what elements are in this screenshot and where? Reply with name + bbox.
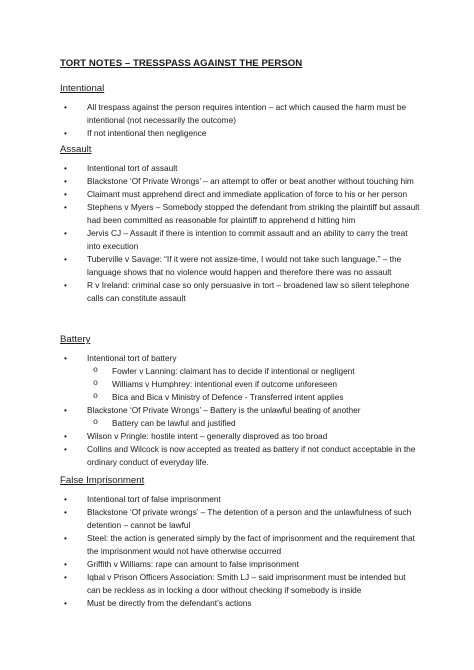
bullet-icon: • <box>64 176 67 186</box>
list-item <box>60 127 420 140</box>
list-item <box>60 227 420 253</box>
bullet-icon: • <box>64 494 67 504</box>
sub-list-item-text: Williams v Humphrey: intentional even if outcome unforeseen <box>112 379 338 389</box>
bullet-icon: • <box>64 280 67 290</box>
list-item-text: Intentional tort of false imprisonment <box>87 494 221 504</box>
list-item-text: Tuberville v Savage: “If it were not assize-time, I would not take such language.” – the language shows that no violence would happen and therefore there was no assault <box>87 254 402 277</box>
sub-list-item <box>87 391 418 404</box>
bullet-list <box>60 493 420 610</box>
list-item <box>60 506 420 532</box>
list-item <box>60 175 420 188</box>
bullet-icon: • <box>64 102 67 112</box>
bullet-list <box>60 101 420 140</box>
section-heading: Battery <box>60 334 91 345</box>
sub-list <box>87 365 420 404</box>
list-item-text: All trespass against the person requires intention – act which caused the harm must be intentional (not necessarily the outcome) <box>87 102 407 125</box>
list-item <box>60 279 420 305</box>
bullet-icon: • <box>64 202 67 212</box>
bullet-icon: • <box>64 163 67 173</box>
bullet-icon: • <box>64 533 67 543</box>
sub-list-item <box>87 417 418 430</box>
bullet-icon: • <box>64 353 67 363</box>
list-item-text: R v Ireland: criminal case so only persuasive in tort – broadened law so silent telephone calls can constitute assault <box>87 280 410 303</box>
section-heading: Intentional <box>60 83 105 94</box>
list-item <box>60 597 420 610</box>
bullet-icon: • <box>64 572 67 582</box>
sub-bullet-icon: o <box>93 392 98 401</box>
sub-list-item <box>87 365 418 378</box>
section-heading: Assault <box>60 144 92 155</box>
section-battery <box>60 333 420 469</box>
bullet-icon: • <box>64 444 67 454</box>
list-item-text: Intentional tort of assault <box>87 163 178 173</box>
list-item <box>60 532 420 558</box>
list-item <box>60 352 420 404</box>
list-item-text: Jervis CJ – Assault if there is intention to commit assault and an ability to carry the treat into execution <box>87 228 408 251</box>
list-item <box>60 188 420 201</box>
bullet-icon: • <box>64 431 67 441</box>
sub-bullet-icon: o <box>93 379 98 388</box>
list-item-text: Blackstone ‘Of Private Wrongs’ – an attempt to offer or beat another without touching him <box>87 176 414 186</box>
list-item <box>60 201 420 227</box>
bullet-icon: • <box>64 254 67 264</box>
list-item-text: Steel: the action is generated simply by the fact of imprisonment and the requirement that the imprisonment would not have otherwise occurred <box>87 533 415 556</box>
list-item-text: Blackstone ‘Of Private Wrongs’ – Battery is the unlawful beating of another <box>87 405 361 415</box>
bullet-icon: • <box>64 598 67 608</box>
bullet-list <box>60 352 420 469</box>
list-item <box>60 253 420 279</box>
sub-list <box>87 417 420 430</box>
list-item <box>60 443 420 469</box>
document-title: TORT NOTES – TRESSPASS AGAINST THE PERSON <box>60 58 303 69</box>
section-false-imprisonment <box>60 474 420 610</box>
list-item-text: Griffith v Williams: rape can amount to false imprisonment <box>87 559 299 569</box>
bullet-icon: • <box>64 559 67 569</box>
list-item <box>60 558 420 571</box>
section-heading: False Imprisonment <box>60 475 145 486</box>
list-item-text: Claimant must apprehend direct and immediate application of force to his or her person <box>87 189 408 199</box>
bullet-icon: • <box>64 228 67 238</box>
sub-list-item-text: Battery can be lawful and justified <box>112 418 236 428</box>
list-item-text: Collins and Wilcock is now accepted as treated as battery if not conduct acceptable in the ordinary conduct of everyday life. <box>87 444 416 467</box>
list-item <box>60 493 420 506</box>
sub-bullet-icon: o <box>93 366 98 375</box>
sub-list-item-text: Fowler v Lanning: claimant has to decide if intentional or negligent <box>112 366 355 376</box>
list-item-text: Iqbal v Prison Officers Association: Smith LJ – said imprisonment must be intended but can be reckless as in locking a door without checking if somebody is inside <box>87 572 406 595</box>
list-item <box>60 404 420 430</box>
sub-list-item <box>87 378 418 391</box>
list-item <box>60 101 420 127</box>
bullet-icon: • <box>64 189 67 199</box>
list-item <box>60 430 420 443</box>
list-item-text: Blackstone ‘Of private wrongs’ – The detention of a person and the unlawfulness of such detention – cannot be lawful <box>87 507 412 530</box>
bullet-icon: • <box>64 405 67 415</box>
list-item <box>60 162 420 175</box>
section-intentional <box>60 82 420 140</box>
list-item-text: If not intentional then negligence <box>87 128 207 138</box>
list-item-text: Intentional tort of battery <box>87 353 177 363</box>
list-item <box>60 571 420 597</box>
list-item-text: Stephens v Myers – Somebody stopped the defendant from striking the plaintiff but assault had been committed as reasonable for plaintiff to apprehend d hitting him <box>87 202 420 225</box>
bullet-list <box>60 162 420 305</box>
bullet-icon: • <box>64 507 67 517</box>
bullet-icon: • <box>64 128 67 138</box>
sub-list-item-text: Bica and Bica v Ministry of Defence - Transferred intent applies <box>112 392 344 402</box>
list-item-text: Wilson v Pringle: hostile intent – generally disproved as too broad <box>87 431 328 441</box>
list-item-text: Must be directly from the defendant’s actions <box>87 598 252 608</box>
section-assault <box>60 143 420 305</box>
sub-bullet-icon: o <box>93 418 98 427</box>
